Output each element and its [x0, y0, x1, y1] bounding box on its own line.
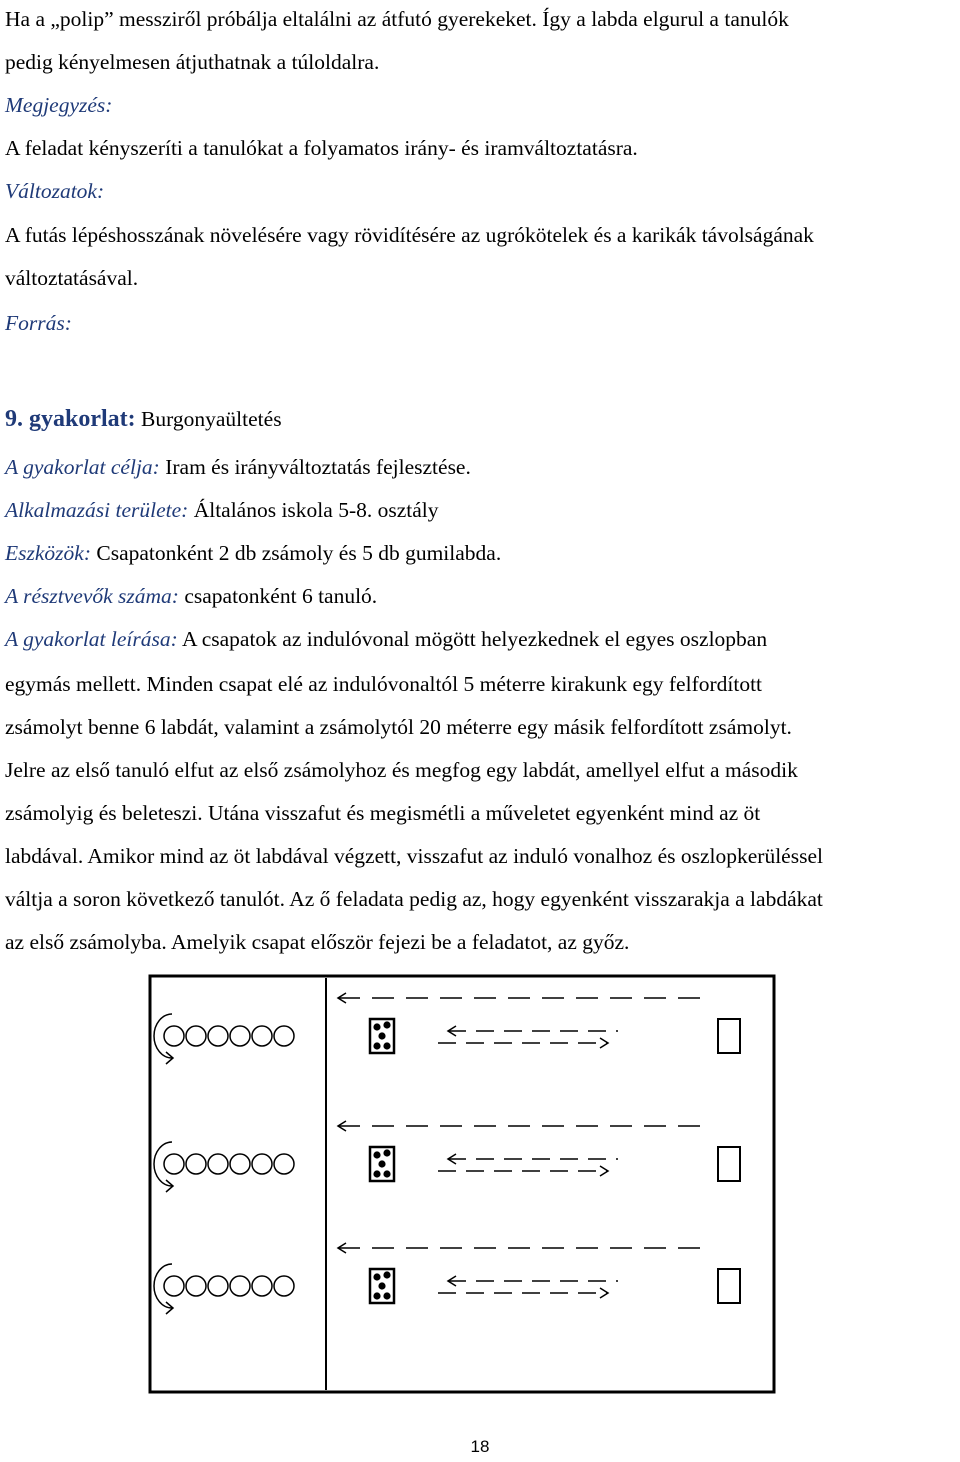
- player-circle: [164, 1026, 184, 1046]
- exercise-diagram: [148, 974, 778, 1394]
- exercise-goal: [5, 454, 471, 480]
- page-number: 18: [470, 1437, 490, 1456]
- tools-text: Csapatonként 2 db zsámoly és 5 db gumilabda.: [96, 541, 502, 565]
- player-circle: [164, 1154, 184, 1174]
- goal-label: A gyakorlat célja:: [5, 455, 160, 479]
- second-box: [718, 1019, 740, 1053]
- ball: [373, 1023, 380, 1030]
- exercise-area: [5, 497, 439, 523]
- exercise-title: [5, 406, 282, 432]
- tools-label: Eszközök:: [5, 541, 91, 565]
- player-circle: [274, 1154, 294, 1174]
- player-circle: [230, 1026, 250, 1046]
- player-circle: [186, 1026, 206, 1046]
- description-label: A gyakorlat leírása:: [5, 627, 178, 651]
- player-circle: [252, 1026, 272, 1046]
- variations-heading: Változatok:: [5, 179, 105, 203]
- player-circle: [252, 1276, 272, 1296]
- description-line: az első zsámolyba. Amelyik csapat először fejezi be a feladatot, az győz.: [5, 930, 630, 954]
- player-circle: [230, 1154, 250, 1174]
- ball: [383, 1021, 390, 1028]
- area-text: Általános iskola 5-8. osztály: [193, 498, 439, 522]
- description-line: labdával. Amikor mind az öt labdával végzett, visszafut az induló vonalhoz és oszlopkerüléssel: [5, 844, 823, 868]
- second-box: [718, 1269, 740, 1303]
- player-circle: [208, 1154, 228, 1174]
- goal-text: Iram és irányváltoztatás fejlesztése.: [165, 455, 471, 479]
- player-circle: [274, 1276, 294, 1296]
- player-circle: [186, 1154, 206, 1174]
- description-line: zsámolyig és beleteszi. Utána visszafut és megismétli a műveletet egyenként mind az öt: [5, 801, 761, 825]
- description-line: egymás mellett. Minden csapat elé az indulóvonaltól 5 méterre kirakunk egy felfordított: [5, 672, 763, 696]
- exercise-number: 9. gyakorlat:: [5, 406, 136, 432]
- player-circle: [164, 1276, 184, 1296]
- description-first-text: A csapatok az indulóvonal mögött helyezkednek el egyes oszlopban: [181, 627, 768, 651]
- player-circle: [186, 1276, 206, 1296]
- variations-line-1: A futás lépéshosszának növelésére vagy rövidítésére az ugrókötelek és a karikák távolságának: [5, 223, 814, 247]
- ball: [373, 1273, 380, 1280]
- ball: [383, 1042, 390, 1049]
- player-circle: [274, 1026, 294, 1046]
- exercise-participants: [5, 583, 377, 609]
- exercise-tools: [5, 540, 501, 566]
- area-label: Alkalmazási területe:: [5, 498, 189, 522]
- ball: [378, 1160, 385, 1167]
- player-circle: [252, 1154, 272, 1174]
- intro-line-2: pedig kényelmesen átjuthatnak a túloldalra.: [5, 50, 380, 74]
- ball: [373, 1042, 380, 1049]
- participants-text: csapatonként 6 tanuló.: [184, 584, 378, 608]
- carry-arrowhead: [600, 1166, 608, 1176]
- variations-line-2: változtatásával.: [5, 266, 139, 290]
- participants-label: A résztvevők száma:: [5, 584, 179, 608]
- player-circle: [208, 1276, 228, 1296]
- ball: [383, 1149, 390, 1156]
- note-text: A feladat kényszeríti a tanulókat a folyamatos irány- és iramváltoztatásra.: [5, 136, 638, 160]
- carry-arrowhead: [600, 1038, 608, 1048]
- intro-line-1: Ha a „polip” messziről próbálja eltalálni az átfutó gyerekeket. Így a labda elgurul a tanulók: [5, 7, 789, 31]
- ball: [383, 1292, 390, 1299]
- exercise-description-first: [5, 626, 767, 652]
- source-heading: Forrás:: [5, 311, 72, 335]
- description-line: Jelre az első tanuló elfut az első zsámolyhoz és megfog egy labdát, amellyel elfut a második: [5, 758, 798, 782]
- second-box: [718, 1147, 740, 1181]
- ball: [383, 1170, 390, 1177]
- ball: [373, 1170, 380, 1177]
- note-heading: Megjegyzés:: [5, 93, 113, 117]
- player-circle: [230, 1276, 250, 1296]
- ball: [383, 1271, 390, 1278]
- exercise-name: Burgonyaültetés: [141, 407, 282, 431]
- ball: [378, 1282, 385, 1289]
- description-line: váltja a soron következő tanulót. Az ő feladata pedig az, hogy egyenként visszarakja a labdákat: [5, 887, 823, 911]
- player-circle: [208, 1026, 228, 1046]
- ball: [373, 1151, 380, 1158]
- ball: [373, 1292, 380, 1299]
- carry-arrowhead: [600, 1288, 608, 1298]
- description-line: zsámolyt benne 6 labdát, valamint a zsámolytól 20 méterre egy másik felfordított zsámolyt.: [5, 715, 792, 739]
- ball: [378, 1032, 385, 1039]
